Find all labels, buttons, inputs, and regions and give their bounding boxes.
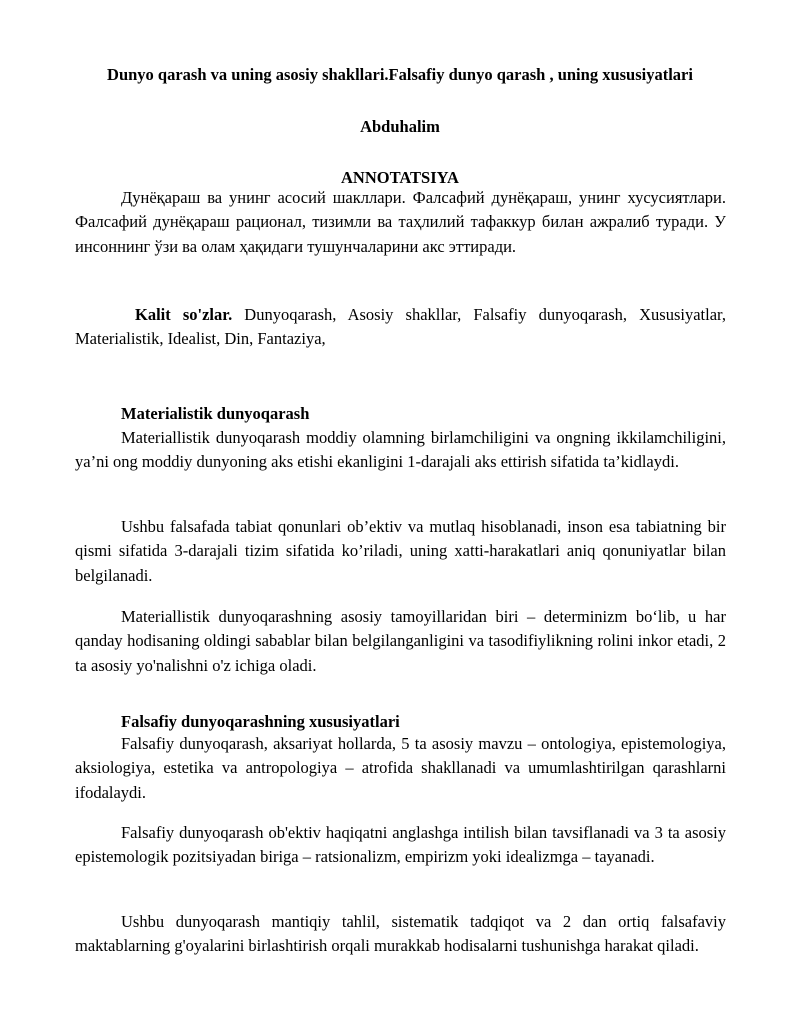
- section1-paragraph-1: Materiallistik dunyoqarash moddiy olamning birlamchiligini va ongning ikkilamchiligini, ya’ni ong moddiy dunyoning aks etishi ekanligini 1-darajali aks ettirish sifatida ta’kidlaydi.: [75, 428, 726, 472]
- author-name: Abduhalim: [360, 117, 440, 136]
- document-title: Dunyo qarash va uning asosiy shakllari.Falsafiy dunyo qarash , uning xususiyatlari: [107, 65, 693, 84]
- keywords-list: Dunyoqarash, Asosiy shakllar, Falsafiy dunyoqarash, Xususiyatlar, Materialistik, Idealist, Din, Fantaziya,: [75, 305, 726, 349]
- section2-paragraph-3: Ushbu dunyoqarash mantiqiy tahlil, sistematik tadqiqot va 2 dan ortiq falsafaviy maktablarning g'oyalarini birlashtirish orqali murakkab hodisalarni tushunishga harakat qiladi.: [75, 912, 726, 956]
- section-heading-materialistik: Materialistik dunyoqarash: [121, 404, 310, 423]
- section2-paragraph-1: Falsafiy dunyoqarash, aksariyat hollarda, 5 ta asosiy mavzu – ontologiya, epistemologiya, aksiologiya, estetika va antropologiya – atrofida shakllanadi va umumlashtirilgan qarashlarni ifodalaydi.: [75, 734, 726, 802]
- keywords-label: Kalit so'zlar.: [135, 305, 233, 324]
- section1-paragraph-2: Ushbu falsafada tabiat qonunlari ob’ektiv va mutlaq hisoblanadi, inson esa tabiatning bir qismi sifatida 3-darajali tizim sifatida ko’riladi, uning xatti-harakatlari aniq qonuniyatlar bilan belgilanadi.: [75, 517, 726, 585]
- keywords-paragraph: [75, 303, 726, 352]
- section2-paragraph-2: Falsafiy dunyoqarash ob'ektiv haqiqatni anglashga intilish bilan tavsiflanadi va 3 ta asosiy epistemologik pozitsiyadan biriga – ratsionalizm, empirizm yoki idealizmga – tayanadi.: [75, 823, 726, 867]
- section-heading-falsafiy: Falsafiy dunyoqarashning xususiyatlari: [121, 712, 400, 731]
- annotation-heading: ANNOTATSIYA: [341, 168, 459, 187]
- section1-paragraph-3: Materiallistik dunyoqarashning asosiy tamoyillaridan biri – determinizm bo‘lib, u har qanday hodisaning oldingi sabablar bilan belgilanganligini va tasodifiylikning rolini inkor etadi, 2 ta asosiy yo'nalishni o'z ichiga oladi.: [75, 607, 726, 675]
- annotation-paragraph: Дунёқараш ва унинг асосий шакллари. Фалсафий дунёқараш, унинг хусусиятлари. Фалсафий дунёқараш рационал, тизимли ва таҳлилий тафаккур билан ажралиб туради. У инсоннинг ўзи ва олам ҳақидаги тушунчаларини акс эттиради.: [75, 188, 726, 256]
